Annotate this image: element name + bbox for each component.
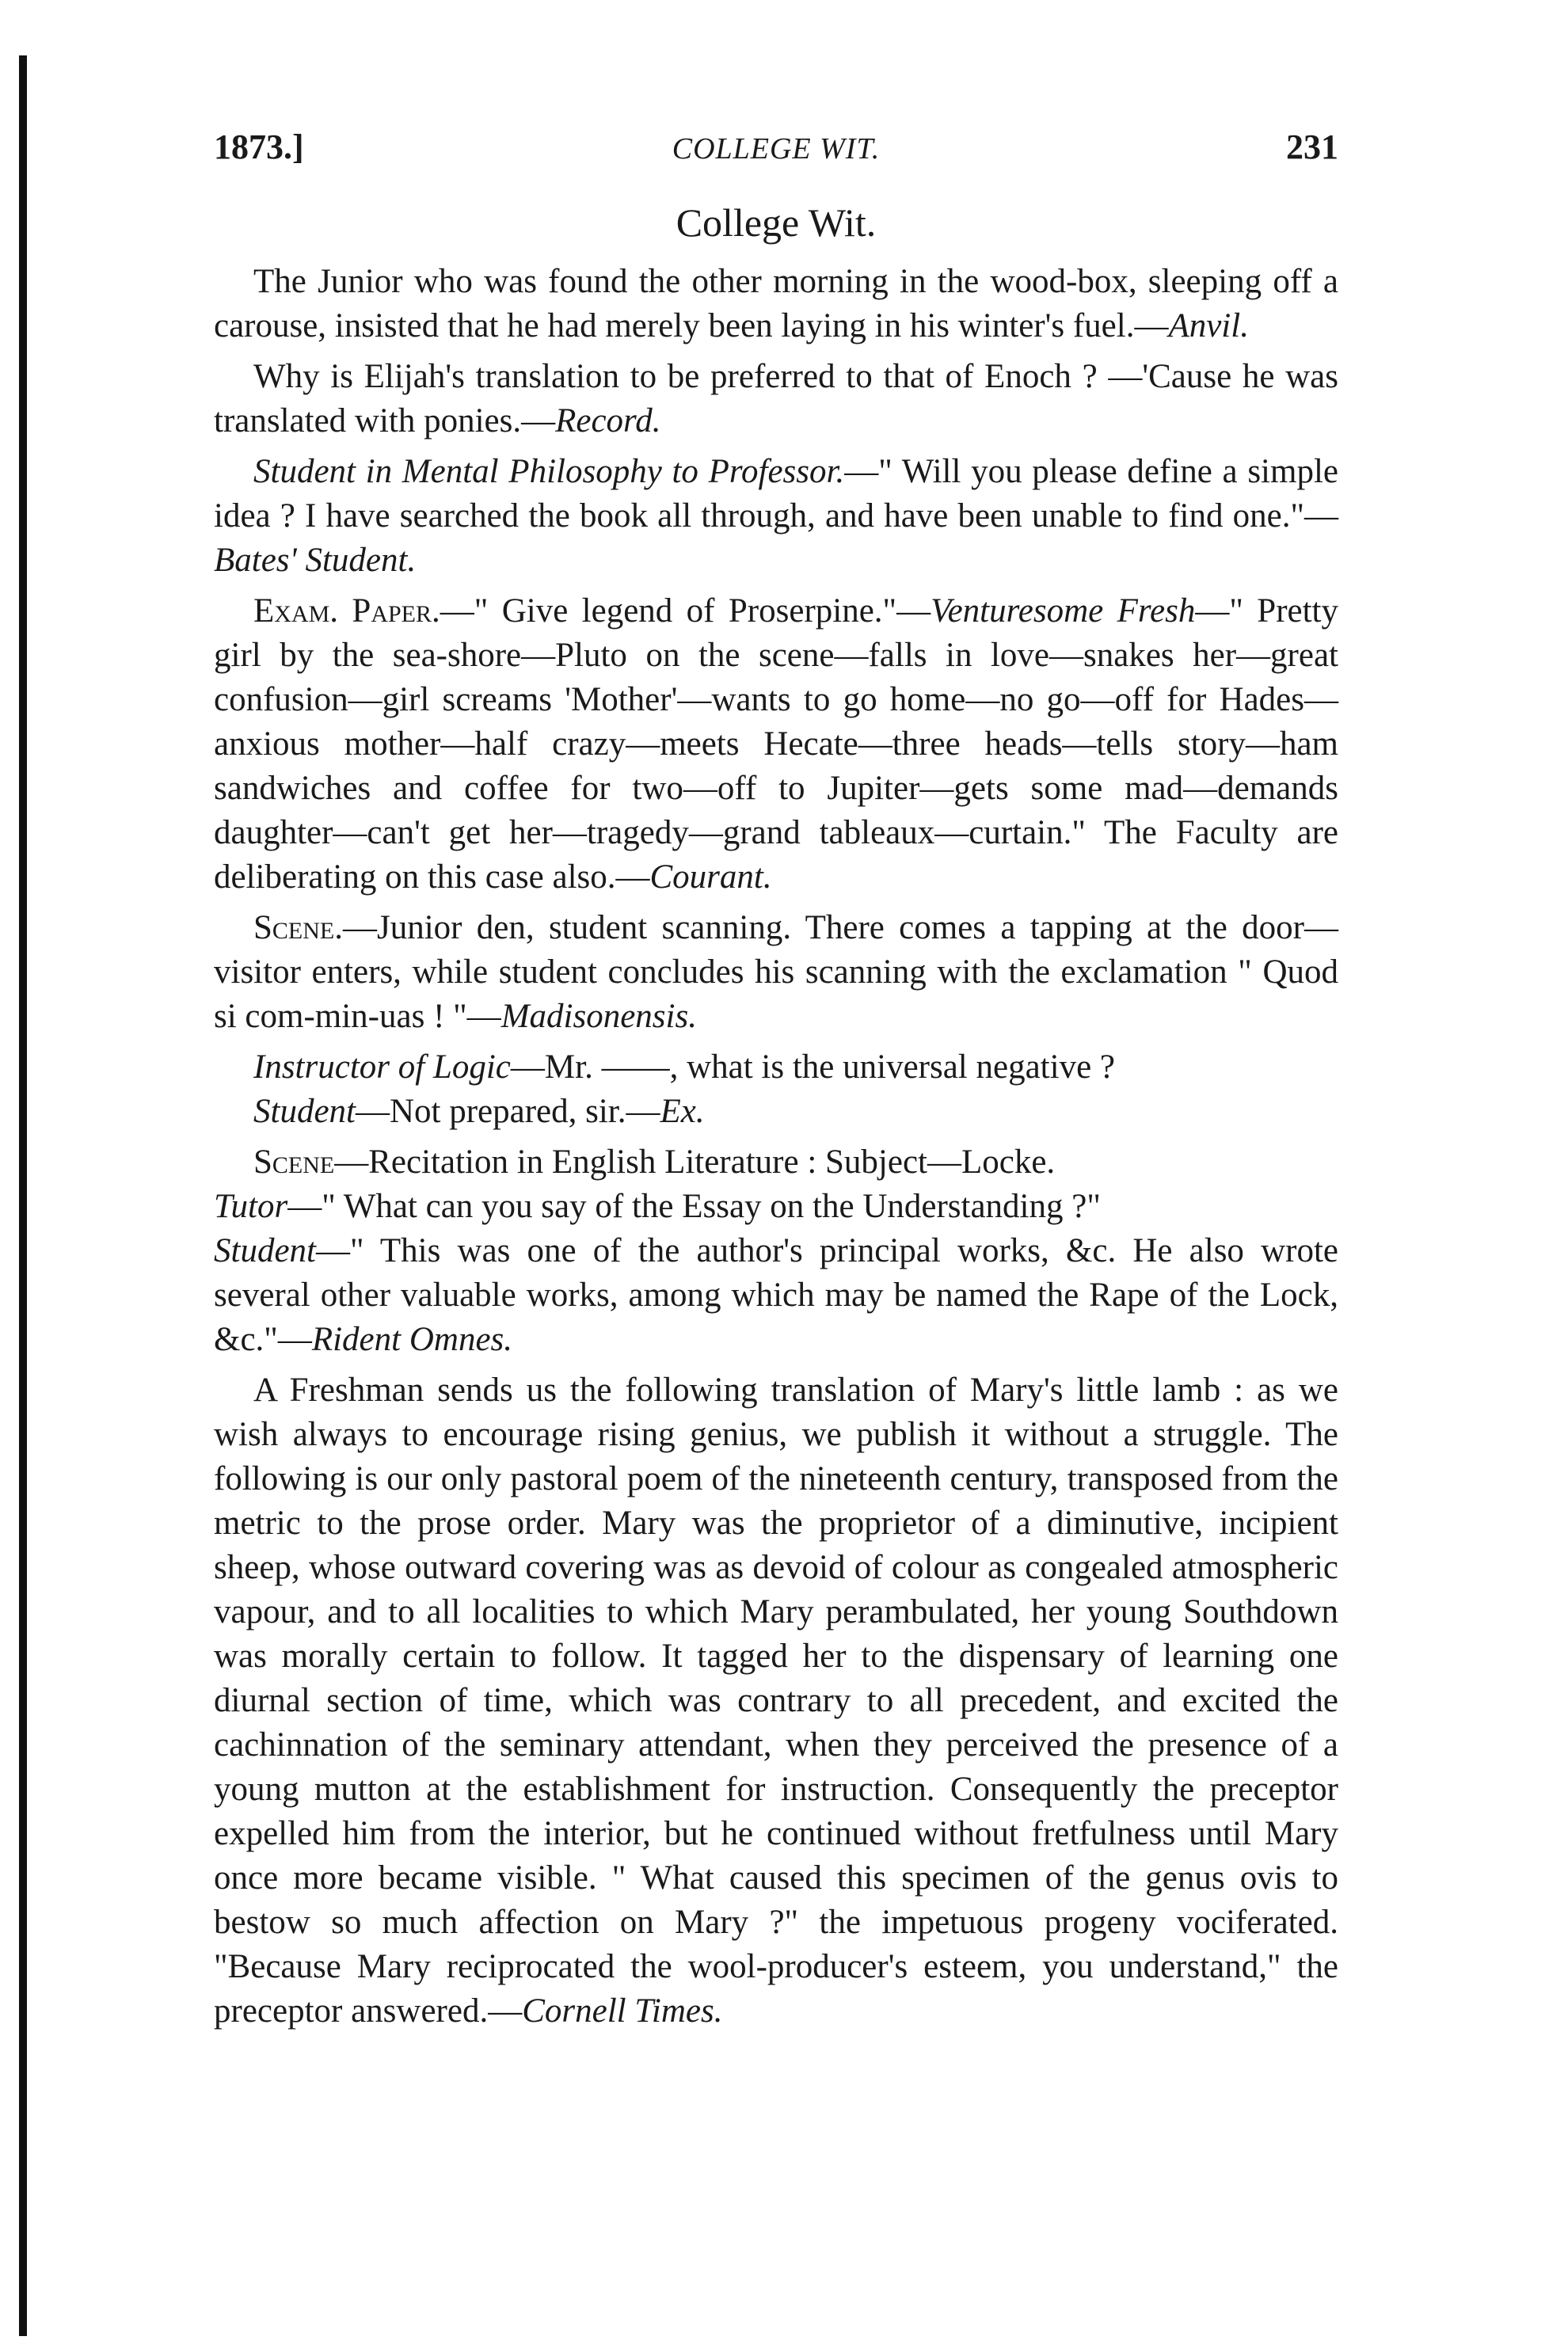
joke-elijah: [214, 355, 1338, 443]
joke-text: A Freshman sends us the following translation of Mary's little lamb : as we wish always to encourage rising genius, we publish it without a struggle. The following is our only pastoral poem of the nineteenth century, transposed from the metric to the prose order. Mary was the proprietor of a diminutive, incipient sheep, whose outward covering was as devoid of colour as congealed atmospheric vapour, and to all localities to which Mary perambulated, her young Southdown was morally certain to follow. It tagged her to the dispensary of learning one diurnal section of time, which was contrary to all precedent, and excited the cachinnation of the seminary attendant, when they perceived the presence of a young mutton at the establishment for instruction. Consequently the preceptor expelled him from the interior, but he continued without fretfulness until Mary once more became visible. " What caused this specimen of the genus ovis to bestow so much affection on Mary ?" the impetuous progeny vociferated. "Because Mary reciprocated the wool-producer's esteem, you understand," the preceptor answered.—: [214, 1372, 1338, 2030]
header-running-title: COLLEGE WIT.: [672, 132, 881, 166]
joke-source: Courant.: [649, 858, 772, 896]
joke-logic-answer: [214, 1090, 1338, 1134]
joke-source: Ex.: [660, 1093, 705, 1130]
page-spine-edge: [19, 55, 27, 2336]
joke-text: The Junior who was found the other morning in the wood-box, sleeping off a carouse, insisted that he had merely been laying in his winter's fuel.—: [214, 263, 1338, 344]
article-title: College Wit.: [676, 200, 877, 245]
header-year: 1873.]: [214, 127, 304, 166]
joke-text: —" This was one of the author's principal works, &c. He also wrote several other valuable works, among which may be named the Rape of the Lock, &c."—: [214, 1232, 1338, 1358]
joke-marys-lamb: [214, 1368, 1338, 2034]
joke-text: —" Will you please define a simple idea ? I have searched the book all through, and have been unable to find one."—: [214, 453, 1338, 535]
joke-source: Madisonensis.: [500, 998, 697, 1035]
joke-lead: Exam. Paper.: [253, 592, 440, 630]
joke-lead: Student: [253, 1093, 356, 1130]
joke-simple-idea: [214, 450, 1338, 583]
joke-text: Why is Elijah's translation to be preferred to that of Enoch ? —'Cause he was translated with ponies.—: [214, 358, 1338, 440]
joke-source: Rident Omnes.: [311, 1321, 513, 1358]
joke-source: Cornell Times.: [522, 1992, 723, 2030]
joke-lead-2: Venturesome Fresh: [931, 592, 1196, 630]
joke-text: —Junior den, student scanning. There comes a tapping at the door—visitor enters, while student concludes his scanning with the exclamation " Quod si com-min-uas ! "—: [214, 909, 1338, 1035]
joke-source: Bates' Student.: [214, 542, 417, 579]
joke-source: Record.: [555, 402, 661, 440]
joke-text: —" What can you say of the Essay on the Understanding ?": [287, 1188, 1101, 1225]
joke-lead: Student in Mental Philosophy to Professor.: [253, 453, 845, 490]
header-page-number: 231: [1286, 127, 1338, 166]
joke-wood-box: [214, 260, 1338, 348]
joke-lead: Tutor: [214, 1188, 288, 1225]
joke-locke-scene: [214, 1140, 1338, 1185]
joke-source: Anvil.: [1168, 307, 1249, 344]
joke-lead: Scene.: [253, 909, 343, 946]
joke-text: —Not prepared, sir.—: [355, 1093, 660, 1130]
page-body: [214, 127, 1338, 2040]
joke-lead: Student: [214, 1232, 316, 1269]
joke-text: —Recitation in English Literature : Subject—Locke.: [334, 1143, 1056, 1181]
joke-logic-question: [214, 1045, 1338, 1090]
joke-text: —Mr. ——, what is the universal negative ?: [510, 1048, 1115, 1086]
joke-text-a: —" Give legend of Proserpine."—: [440, 592, 931, 630]
joke-scanning: [214, 906, 1338, 1039]
joke-locke-student: [214, 1229, 1338, 1362]
joke-text: —" Pretty girl by the sea-shore—Pluto on the scene—falls in love—snakes her—great confusion—girl screams 'Mother'—wants to go home—no go—off for Hades—anxious mother—half crazy—meets Hecate—three heads—tells story—ham sandwiches and coffee for two—off to Jupiter—gets some mad—demands daughter—can't get her—tragedy—grand tableaux—curtain." The Faculty are deliberating on this case also.—: [214, 592, 1338, 896]
joke-lead: Instructor of Logic: [253, 1048, 511, 1086]
running-head: [214, 127, 1338, 182]
joke-proserpine: [214, 589, 1338, 900]
joke-locke-tutor: [214, 1185, 1338, 1229]
joke-lead: Scene: [253, 1143, 335, 1181]
